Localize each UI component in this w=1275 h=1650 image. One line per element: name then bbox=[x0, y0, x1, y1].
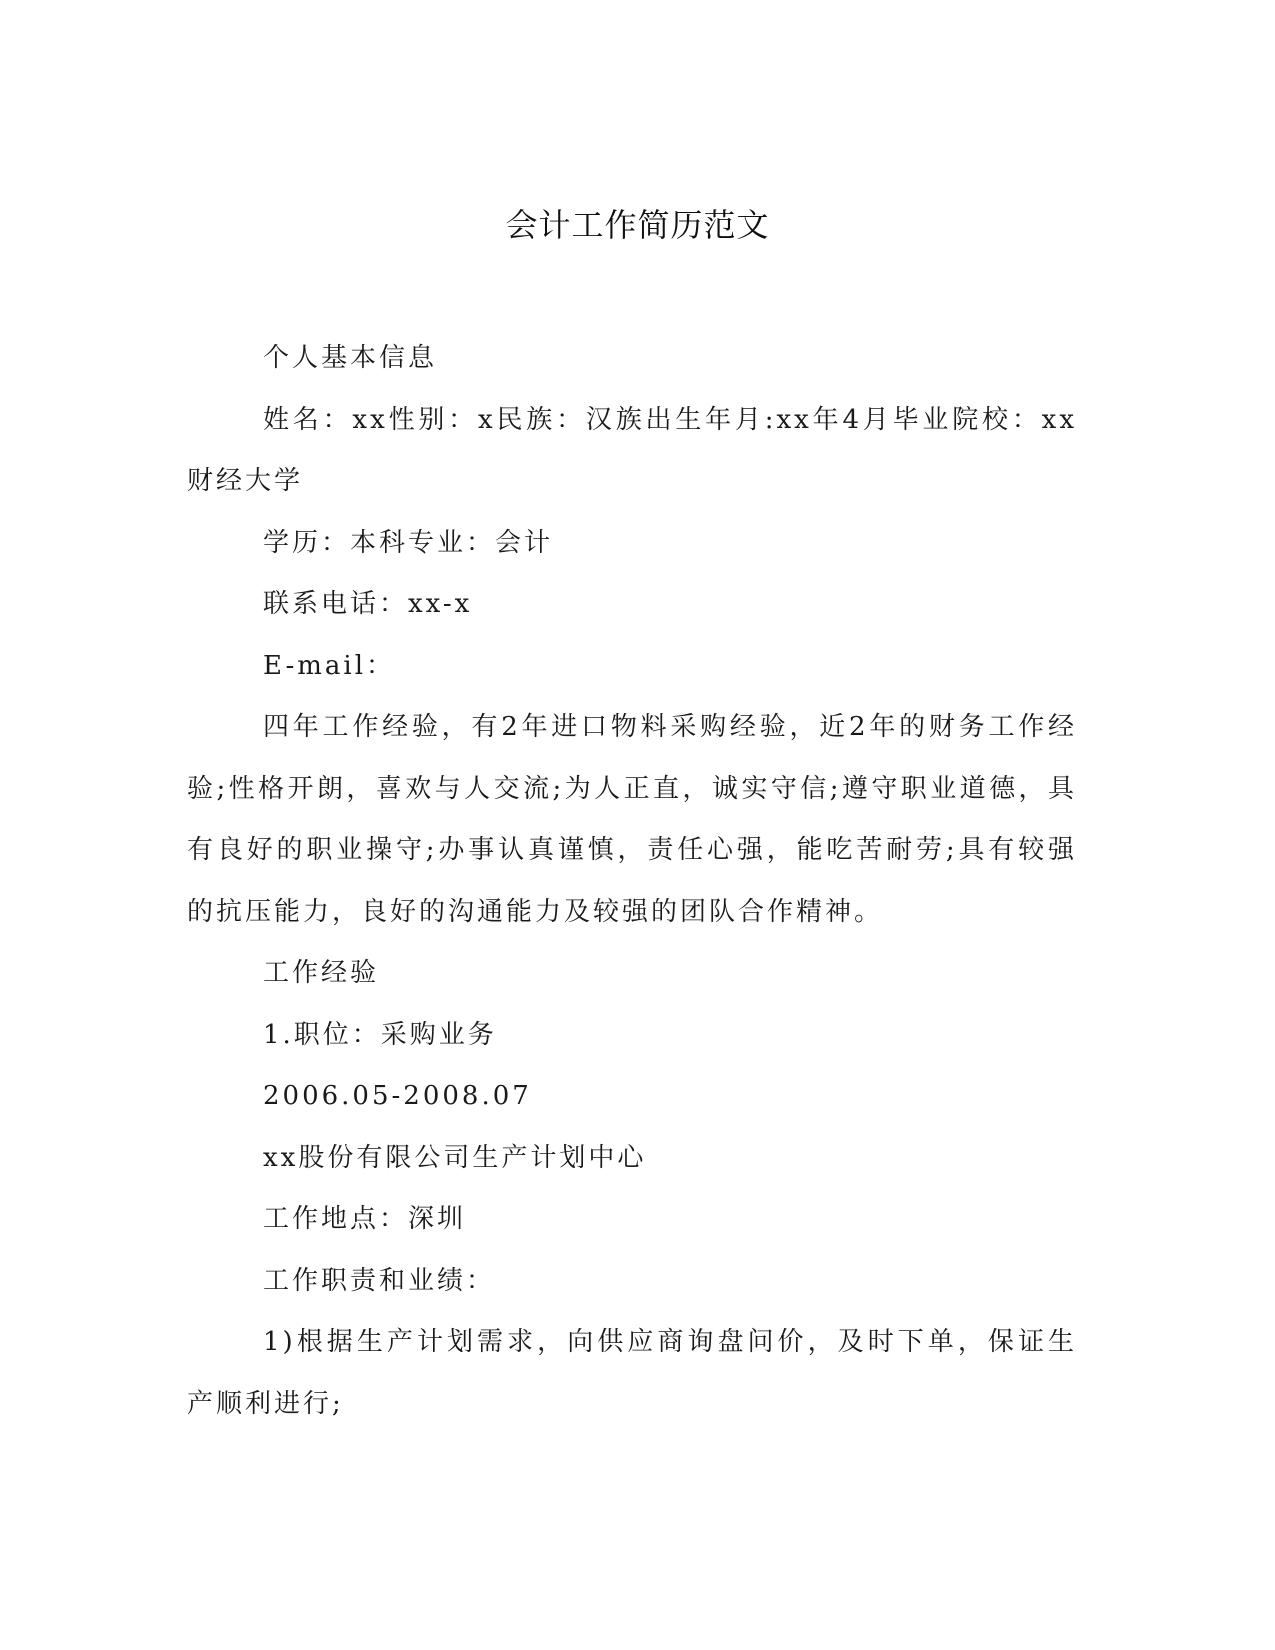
document-title: 会计工作简历范文 bbox=[505, 206, 770, 244]
phone-line: 联系电话：xx-x bbox=[263, 589, 473, 619]
document-body bbox=[187, 328, 1077, 1435]
personal-details-line: 姓名：xx性别：x民族：汉族出生年月:xx年4月毕业院校：xx财经大学 bbox=[187, 404, 1077, 496]
duty-item-1: 1)根据生产计划需求，向供应商询盘问价，及时下单，保证生产顺利进行; bbox=[187, 1327, 1077, 1419]
job-period-line: 2006.05-2008.07 bbox=[263, 1081, 532, 1111]
education-line: 学历：本科专业：会计 bbox=[263, 527, 554, 558]
section-heading-personal-info: 个人基本信息 bbox=[263, 343, 438, 373]
self-summary-paragraph: 四年工作经验，有2年进口物料采购经验，近2年的财务工作经验;性格开朗，喜欢与人交流;为人正直，诚实守信;遵守职业道德，具有良好的职业操守;办事认真谨慎，责任心强，能吃苦耐劳;具有较强的抗压能力，良好的沟通能力及较强的团队合作精神。 bbox=[187, 712, 1077, 927]
job-position-line: 1.职位：采购业务 bbox=[263, 1019, 497, 1050]
work-location-line: 工作地点：深圳 bbox=[263, 1204, 467, 1234]
company-line: xx股份有限公司生产计划中心 bbox=[263, 1142, 647, 1173]
section-heading-work-experience: 工作经验 bbox=[263, 958, 380, 988]
duties-heading: 工作职责和业绩： bbox=[263, 1265, 496, 1296]
email-line: E-mail： bbox=[263, 650, 396, 681]
